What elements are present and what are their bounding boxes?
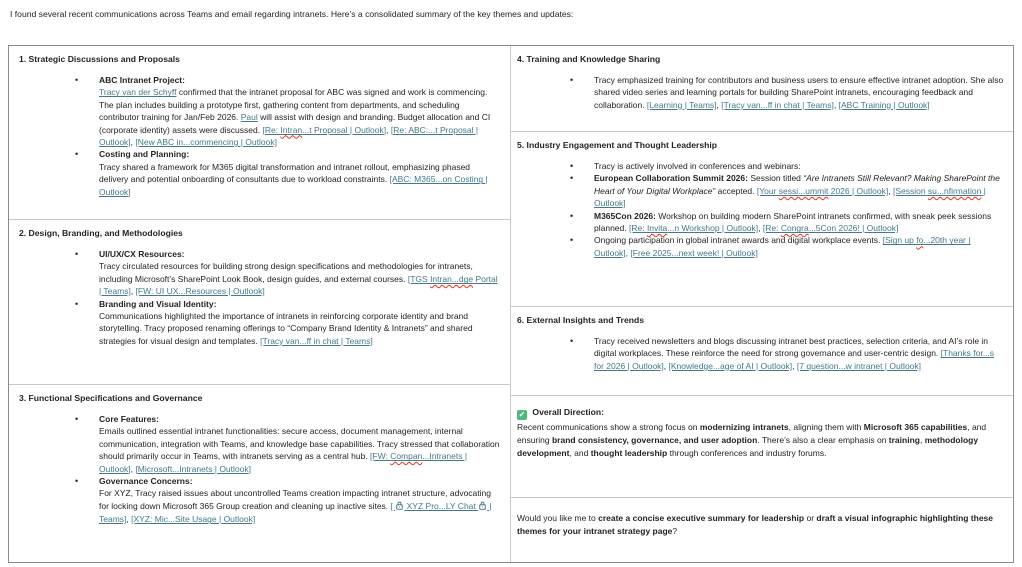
section-heading: 4. Training and Knowledge Sharing	[517, 54, 661, 64]
section-overall-direction	[511, 396, 1013, 498]
text-segment: . There’s also a clear emphasis on	[757, 434, 889, 445]
link-your-session-summit-2026-outlook[interactable]	[757, 186, 888, 196]
bullet-list	[517, 335, 1006, 372]
link-tracy-van-der-schyff[interactable]: Tracy van der Schyff	[99, 87, 177, 98]
misspelled-word: Invita	[646, 223, 668, 234]
text-segment: ?	[672, 526, 678, 537]
text-segment: ,	[833, 99, 839, 110]
text-segment: European Collaboration Summit 2026:	[594, 173, 748, 184]
text-segment: draft a visual infographic highlighting these themes for your intranet strategy page	[517, 513, 994, 537]
text-segment: , and	[569, 447, 591, 458]
text-segment: UI/UX/CX Resources:	[99, 249, 185, 259]
bullet-item	[74, 475, 500, 526]
bullet-item	[569, 74, 1006, 111]
section-heading: 3. Functional Specifications and Governance	[19, 393, 203, 403]
bullet-item	[569, 234, 1006, 259]
bullet-item	[569, 335, 1006, 372]
text-segment: Ongoing participation in global intranet awards and digital workplace events.	[594, 235, 883, 246]
text-segment: ,	[663, 360, 669, 371]
bullet-item	[74, 413, 500, 475]
section-heading: 6. External Insights and Trends	[517, 315, 645, 325]
text-segment: ,	[625, 247, 631, 258]
text-segment: Communications highlighted the importance of intranets in reinforcing corporate identity and brand storytelling. Tracy proposed renaming offerings to “Company Brand Identity & Intranets” and shared strategies for visual design and templates.	[99, 311, 473, 346]
text-segment: Tracy shared a framework for M365 digital transformation and intranet rollout, emphasizing phased delivery and potential onboarding of consultants due to workload constraints.	[99, 161, 471, 185]
link-tracy-chat-teams-2[interactable]: [Tracy van...ff in chat | Teams]	[721, 99, 834, 110]
link-text: [Re:	[628, 223, 647, 234]
link-text: [TGS	[407, 273, 431, 284]
link-text: Portal | Teams]	[99, 273, 498, 297]
text-segment: Session titled	[747, 173, 804, 184]
link-text: ...t Proposal | Outlook]	[302, 124, 387, 135]
text-segment: Governance Concerns:	[99, 476, 193, 487]
text-segment: ,	[919, 434, 925, 445]
closing-question	[517, 512, 1006, 538]
section-heading: 5. Industry Engagement and Thought Leadership	[517, 140, 718, 150]
bullet-item	[74, 298, 500, 348]
link-7-questions-new-intranet-outlook[interactable]: [7 question...w intranet | Outlook]	[796, 360, 922, 371]
lock-icon	[479, 501, 486, 513]
text-segment: ,	[386, 124, 391, 135]
check-icon: ✓	[518, 409, 526, 419]
text-segment: , and ensuring	[517, 421, 987, 445]
link-text: [Your	[756, 185, 779, 196]
text-segment: Tracy circulated resources for building strong design specifications and methodologies for intranets, including Microsoft’s SharePoint Look Book, design guides, and external courses.	[99, 261, 473, 284]
text-segment: methodology development	[517, 434, 979, 458]
text-segment: “Are Intranets Still Relevant? Making SharePoint the Heart of Your Digital Workplace”	[594, 173, 1000, 196]
link-text: [Sign up	[882, 235, 917, 246]
lock-icon	[396, 501, 403, 513]
link-thanks-for-2026-outlook[interactable]: [Thanks for...s for 2026 | Outlook]	[594, 348, 995, 371]
link-re-abc-proposal-outlook[interactable]: [Re: ABC:...t Proposal | Outlook]	[99, 124, 479, 148]
text-segment: Core Features:	[99, 414, 159, 424]
text-segment: ,	[126, 514, 132, 525]
bullet-list	[517, 160, 1006, 259]
summary-table-left-column	[9, 46, 511, 562]
link-re-congrats-m365con-2026-outlook[interactable]	[763, 223, 898, 233]
link-fw-ui-ux-resources-outlook[interactable]: [FW: UI UX...Resources | Outlook]	[135, 286, 265, 297]
text-segment: ,	[130, 137, 136, 148]
text-segment: accepted.	[715, 185, 757, 196]
link-text: [Session	[892, 185, 928, 196]
text-segment: ,	[130, 463, 136, 474]
bullet-item	[569, 210, 1006, 235]
bullet-list	[19, 74, 500, 198]
link-knowledge-age-of-ai-outlook[interactable]: [Knowledge...age of AI | Outlook]	[668, 360, 793, 371]
summary-table-right-column	[511, 46, 1013, 562]
bullet-list	[19, 248, 500, 347]
text-segment: Emails outlined essential intranet functionalities: secure access, document management, internal communication, integration with Teams, and knowledge base capabilities. Tracy stressed that collaboration should primarily occur in Teams, with intranets serving as a central hub.	[99, 426, 500, 462]
section-external-insights	[511, 307, 1013, 396]
section-design-branding	[9, 220, 510, 385]
text-segment: confirmed that the intranet proposal for ABC was signed and work is commencing. The plan includes building a prototype first, gathering content from departments, and scheduling contributor training for Jan/Feb 2026.	[99, 87, 488, 123]
misspelled-word: Compan	[390, 451, 423, 462]
link-text: [Re:	[762, 223, 781, 234]
link-re-invitation-workshop-outlook[interactable]	[629, 223, 758, 233]
text-segment: Tracy received newsletters and blogs discussing intranet best practices, selection criteria, and AI’s role in digital workplaces. These reinforce the need for strong governance and user-centric design.	[594, 336, 989, 359]
misspelled-word: fo	[916, 235, 924, 246]
text-segment: M365Con 2026:	[594, 210, 656, 221]
misspelled-word: Congra	[780, 223, 809, 234]
text-segment: Costing and Planning:	[99, 149, 190, 160]
text-segment: Overall Direction:	[530, 407, 605, 417]
intro-text: I found several recent communications across Teams and email regarding intranets. Here’s a consolidated summary of the key themes and updates:	[10, 9, 574, 19]
link-free-2025-next-week-outlook[interactable]: [Free 2025...next week! | Outlook]	[630, 247, 758, 258]
link-microsoft-intranets-outlook[interactable]: [Microsoft...Intranets | Outlook]	[135, 463, 251, 474]
link-text: 2026 | Outlook]	[828, 185, 889, 196]
text-segment: For XYZ, Tracy raised issues about uncontrolled Teams creation impacting intranet structure, advocating for locking down Microsoft 365 Group creation and cleaning up inactive sites.	[99, 488, 491, 511]
text-segment: ,	[716, 99, 722, 110]
link-xyz-site-usage-outlook[interactable]: [XYZ: Mic...Site Usage | Outlook]	[131, 514, 256, 525]
text-segment: create a concise executive summary for leadership	[598, 513, 805, 523]
link-text: ...20th year | Outlook]	[594, 235, 971, 258]
link-text: ...5Con 2026! | Outlook]	[808, 223, 899, 234]
section-functional-specs-governance	[9, 385, 510, 562]
summary-table	[8, 45, 1014, 563]
misspelled-word: Intran	[280, 124, 303, 135]
text-segment: Tracy emphasized training for contributors and business users to ensure effective intranet adoption. She also shared video series and learning portals for building SharePoint intranets, encouraging feedback and collaboration.	[594, 75, 1004, 110]
link-text: | Outlook]	[594, 185, 986, 209]
bullet-item	[569, 160, 1006, 172]
link-text: [Re:	[262, 124, 281, 135]
text-segment: or	[804, 513, 817, 523]
misspelled-word: su...nfirmation	[927, 185, 982, 196]
text-segment: will assist with design and branding. Budget allocation and CI (corporate identity) assets were discussed.	[99, 112, 491, 135]
section-industry-engagement	[511, 132, 1013, 307]
bullet-list	[517, 74, 1006, 111]
link-text: ...n Workshop | Outlook]	[667, 223, 759, 234]
link-text: XYZ Pro...LY Chat	[404, 500, 479, 511]
section-heading: 2. Design, Branding, and Methodologies	[19, 228, 183, 238]
text-segment: through conferences and industry forums.	[667, 447, 827, 458]
text-segment: , aligning them with	[788, 421, 864, 432]
text-segment: thought leadership	[590, 447, 668, 458]
link-re-intranet-proposal-outlook[interactable]	[262, 125, 386, 135]
text-segment: ,	[758, 223, 763, 234]
link-text: | Teams]	[99, 500, 492, 525]
bullet-item	[74, 148, 500, 198]
text-segment: modernizing intranets	[699, 421, 789, 432]
section-strategic-discussions	[9, 46, 510, 220]
misspelled-word: sessi...ummit	[778, 185, 829, 196]
overall-direction-heading	[517, 406, 1006, 420]
text-segment: ,	[888, 185, 893, 196]
bullet-item	[569, 172, 1006, 209]
link-paul[interactable]: Paul	[240, 112, 258, 123]
bullet-item	[74, 248, 500, 298]
bullet-list	[19, 413, 500, 526]
link-tracy-chat-teams[interactable]: [Tracy van...ff in chat | Teams]	[260, 335, 373, 346]
text-segment: Workshop on building modern SharePoint intranets confirmed, with sneak peek sessions planned.	[594, 210, 992, 234]
text-segment: Would you like me to	[517, 513, 599, 523]
link-text: [	[390, 500, 396, 511]
text-segment: Microsoft 365 capabilities	[863, 421, 968, 432]
section-closing-question	[511, 498, 1013, 562]
text-segment: brand consistency, governance, and user adoption	[551, 434, 758, 445]
text-segment: Recent communications show a strong focus on	[517, 421, 700, 432]
section-heading: 1. Strategic Discussions and Proposals	[19, 54, 180, 64]
text-segment: Branding and Visual Identity:	[99, 298, 217, 309]
section-training-knowledge	[511, 46, 1013, 132]
text-segment: Tracy is actively involved in conferences and webinars:	[594, 161, 801, 171]
text-segment: ,	[792, 360, 797, 371]
overall-direction-text	[517, 421, 1006, 461]
link-abc-training-outlook[interactable]: [ABC Training | Outlook]	[838, 99, 930, 110]
link-new-abc-commencing-outlook[interactable]: [New ABC in...commencing | Outlook]	[135, 137, 277, 148]
text-segment: training	[888, 434, 920, 445]
link-text: [FW:	[370, 451, 391, 462]
link-text: ...Intranets | Outlook]	[99, 451, 468, 474]
bullet-item	[74, 74, 500, 148]
misspelled-word: Intran...dge	[430, 273, 474, 284]
text-segment: ,	[130, 286, 136, 297]
link-abc-m365-costing-outlook[interactable]: [ABC: M365...on Costing | Outlook]	[99, 174, 488, 197]
link-learning-teams[interactable]: [Learning | Teams]	[646, 99, 717, 110]
text-segment: ABC Intranet Project:	[99, 75, 185, 85]
